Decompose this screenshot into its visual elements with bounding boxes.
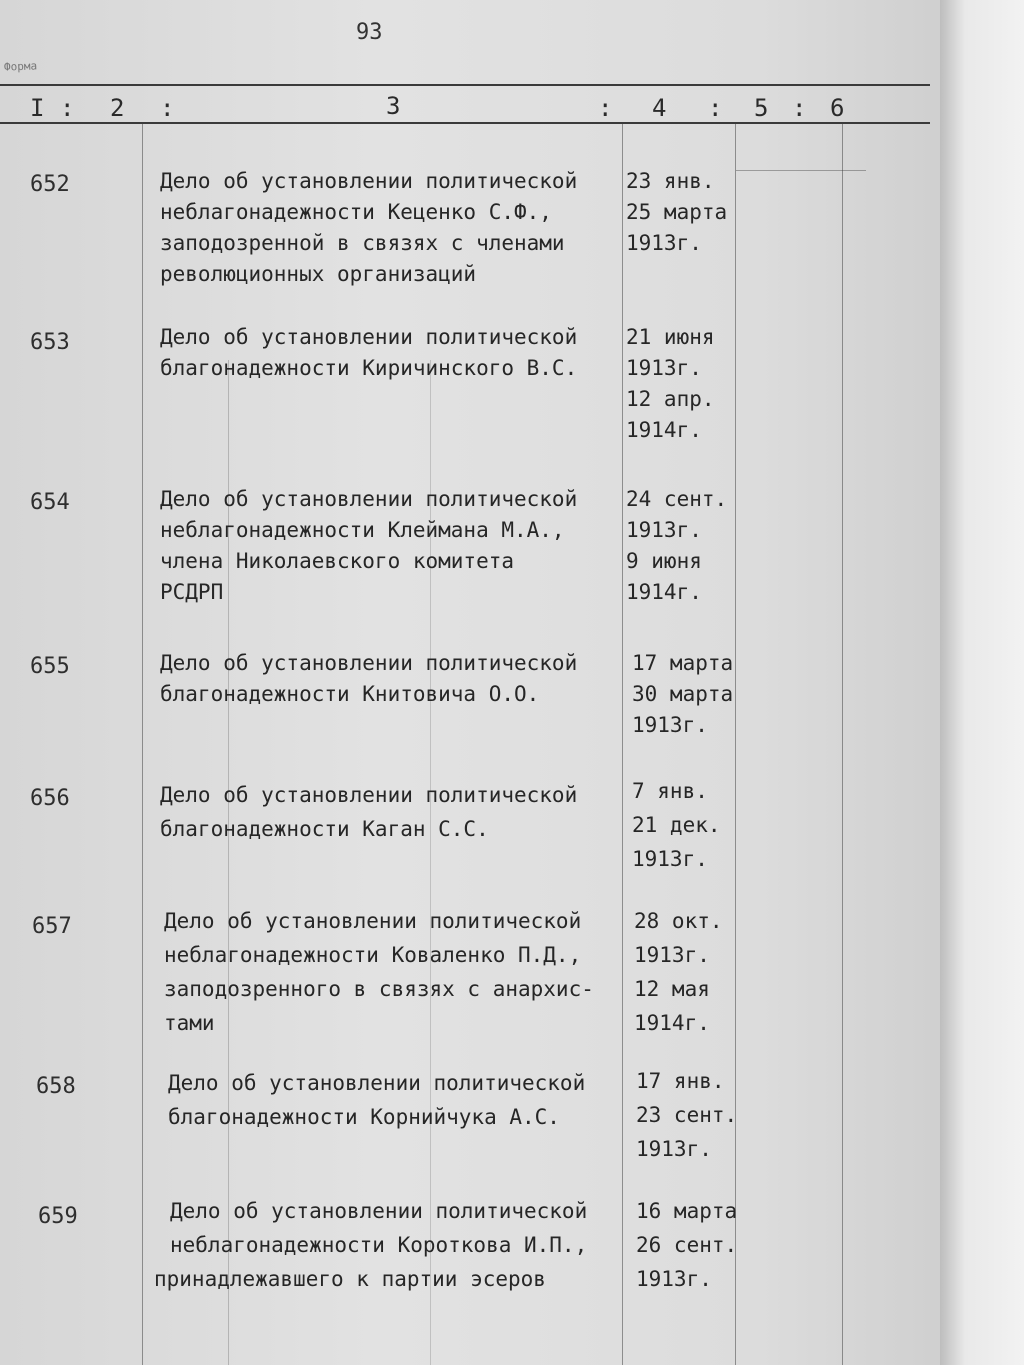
case-title-line: Дело об установлении политической [164,909,582,933]
case-date: 1913г. [626,518,702,542]
row-number: 659 [38,1204,78,1229]
case-title-line: благонадежности Корнийчука А.С. [168,1105,560,1129]
column-divider [622,122,623,1365]
case-title-line: РСДРП [160,580,224,604]
subheader-rule [736,170,866,171]
row-number: 657 [32,914,72,939]
case-date: 1913г. [636,1137,712,1161]
case-title-line: Дело об установлении политической [170,1199,588,1223]
case-title-line: Дело об установлении политической [160,487,578,511]
case-date: 1913г. [632,847,708,871]
row-number: 652 [30,172,70,197]
case-title-line: неблагонадежности Клеймана М.А., [160,518,565,542]
case-title-line: неблагонадежности Кеценко С.Ф., [160,200,552,224]
header-bottom-rule [0,122,930,124]
case-title-line: заподозренного в связях с анархис- [164,977,594,1001]
case-date: 25 марта [626,200,728,224]
case-date: 1914г. [626,580,702,604]
page-edge [940,0,1024,1365]
column-divider [142,122,143,1365]
page-number: 93 [356,20,383,45]
case-title-line: Дело об установлении политической [168,1071,586,1095]
case-date: 24 сент. [626,487,728,511]
header-col1: I [30,94,45,122]
case-title-line: неблагонадежности Коваленко П.Д., [164,943,582,967]
column-divider [735,122,736,1365]
case-title-line: неблагонадежности Короткова И.П., [170,1233,588,1257]
case-date: 26 сент. [636,1233,738,1257]
case-date: 23 сент. [636,1103,738,1127]
case-date: 12 апр. [626,387,715,411]
column-divider [842,122,843,1365]
case-date: 1914г. [634,1011,710,1035]
row-number: 658 [36,1074,76,1099]
case-title-line: члена Николаевского комитета [160,549,515,573]
header-top-rule [0,84,930,86]
case-title-line: принадлежавшего к партии эсеров [154,1267,546,1291]
header-col4: 4 [652,94,667,122]
case-date: 9 июня [626,549,702,573]
header-sep3: : [598,94,613,122]
header-col6: 6 [830,94,845,122]
row-number: 655 [30,654,70,679]
case-date: 17 янв. [636,1069,725,1093]
header-sep1: : [60,94,75,122]
case-date: 7 янв. [632,779,708,803]
row-number: 656 [30,786,70,811]
case-date: 1913г. [634,943,710,967]
row-number: 654 [30,490,70,515]
case-date: 1913г. [626,356,702,380]
case-title-line: Дело об установлении политической [160,783,578,807]
case-title-line: заподозренной в связях с членами [160,231,565,255]
header-col3: 3 [386,92,401,120]
case-date: 30 марта [632,682,734,706]
case-date: 1914г. [626,418,702,442]
case-title-line: Дело об установлении политической [160,169,578,193]
row-number: 653 [30,330,70,355]
case-date: 21 дек. [632,813,721,837]
form-stamp: Форма [3,59,38,74]
header-sep2: : [160,94,175,122]
case-date: 12 мая [634,977,710,1001]
case-title-line: революционных организаций [160,262,477,286]
case-date: 23 янв. [626,169,715,193]
case-title-line: благонадежности Каган С.С. [160,817,489,841]
case-date: 28 окт. [634,909,723,933]
header-col5: 5 [754,94,769,122]
case-date: 1913г. [632,713,708,737]
case-date: 17 марта [632,651,734,675]
case-date: 21 июня [626,325,715,349]
case-title-line: благонадежности Книтовича О.О. [160,682,540,706]
header-sep5: : [792,94,807,122]
case-date: 16 марта [636,1199,738,1223]
case-title-line: тами [164,1011,215,1035]
case-date: 1913г. [636,1267,712,1291]
case-title-line: Дело об установлении политической [160,651,578,675]
header-col2: 2 [110,94,125,122]
header-sep4: : [708,94,723,122]
case-title-line: благонадежности Киричинского В.С. [160,356,578,380]
case-title-line: Дело об установлении политической [160,325,578,349]
case-date: 1913г. [626,231,702,255]
